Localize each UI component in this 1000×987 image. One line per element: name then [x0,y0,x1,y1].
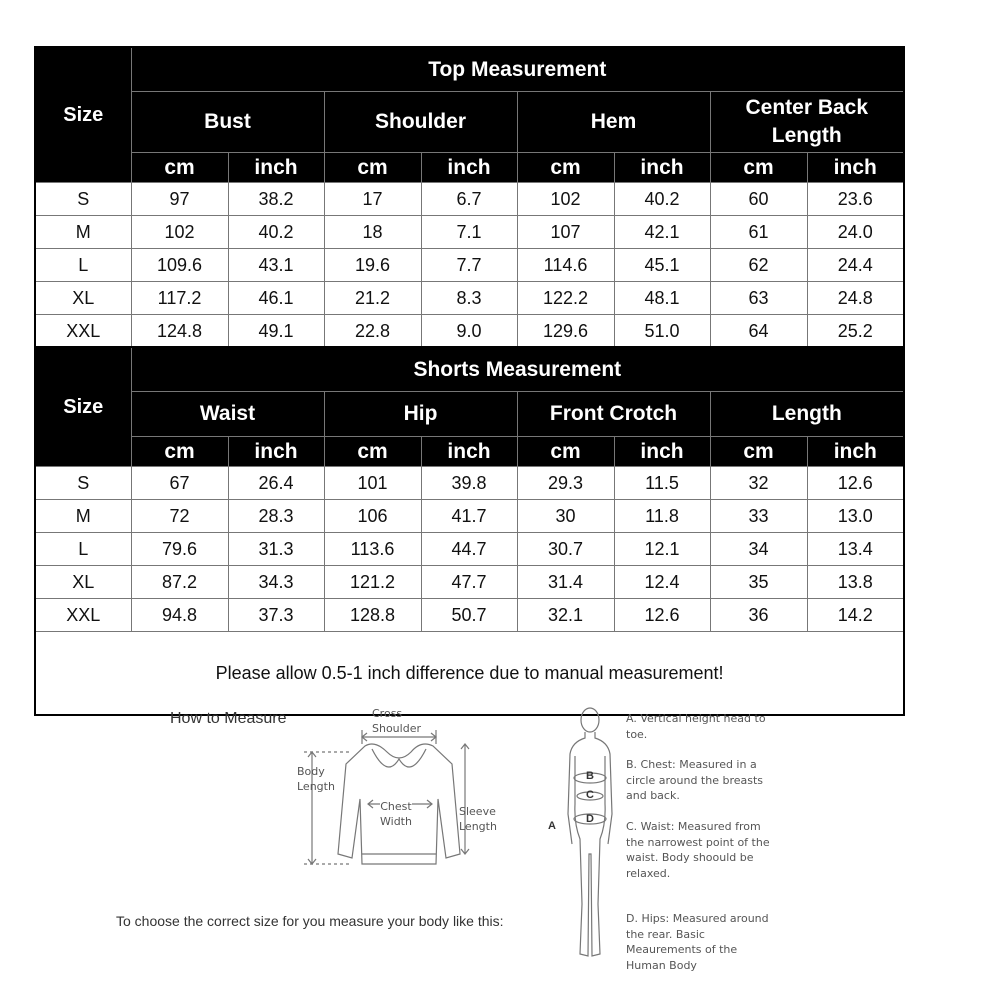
value-cell: 102 [131,216,228,249]
value-cell: 46.1 [228,282,324,315]
table-row [35,315,904,349]
value-cell: 35 [710,566,807,599]
shorts-unit-header: cm [131,437,228,467]
value-cell: 12.1 [614,533,710,566]
top-unit-header: inch [421,153,517,183]
value-cell: 38.2 [228,183,324,216]
value-cell: 39.8 [421,467,517,500]
legend-item-d: D. Hips: Measured around the rear. Basic Meaurements of the Human Body [626,912,769,972]
top-size-header: Size [35,47,131,183]
shorts-unit-header: inch [421,437,517,467]
top-unit-header: inch [614,153,710,183]
value-cell: 79.6 [131,533,228,566]
shorts-table-title: Shorts Measurement [131,347,904,392]
value-cell: 48.1 [614,282,710,315]
value-cell: 32.1 [517,599,614,632]
table-row [35,249,904,282]
value-cell: 32 [710,467,807,500]
table-row [35,216,904,249]
value-cell: 34.3 [228,566,324,599]
value-cell: 43.1 [228,249,324,282]
value-cell: 97 [131,183,228,216]
body-length-label: Body Length [297,765,335,793]
value-cell: 8.3 [421,282,517,315]
size-cell: L [35,249,131,282]
value-cell: 67 [131,467,228,500]
shorts-measurement-table [34,346,905,716]
value-cell: 24.0 [807,216,904,249]
table-row [35,467,904,500]
value-cell: 50.7 [421,599,517,632]
value-cell: 122.2 [517,282,614,315]
value-cell: 30.7 [517,533,614,566]
size-cell: M [35,216,131,249]
table-row [35,500,904,533]
table-row [35,183,904,216]
value-cell: 106 [324,500,421,533]
body-figure-icon [560,704,620,974]
value-cell: 128.8 [324,599,421,632]
value-cell: 45.1 [614,249,710,282]
value-cell: 24.4 [807,249,904,282]
value-cell: 13.0 [807,500,904,533]
table-row [35,533,904,566]
value-cell: 72 [131,500,228,533]
table-row [35,282,904,315]
size-cell: L [35,533,131,566]
value-cell: 87.2 [131,566,228,599]
value-cell: 44.7 [421,533,517,566]
cross-shoulder-label: Cross Shoulder [372,707,421,735]
top-unit-header: cm [324,153,421,183]
body-letter-a: A [548,820,556,832]
top-unit-header: cm [131,153,228,183]
choose-size-instruction: To choose the correct size for you measure your body like this: [116,913,504,929]
value-cell: 124.8 [131,315,228,349]
value-cell: 24.8 [807,282,904,315]
value-cell: 29.3 [517,467,614,500]
value-cell: 7.1 [421,216,517,249]
value-cell: 113.6 [324,533,421,566]
value-cell: 49.1 [228,315,324,349]
measurement-note: Please allow 0.5-1 inch difference due to manual measurement! [35,632,904,716]
top-group-shoulder: Shoulder [324,92,517,153]
size-cell: XL [35,566,131,599]
value-cell: 61 [710,216,807,249]
value-cell: 114.6 [517,249,614,282]
size-cell: XXL [35,599,131,632]
shorts-unit-header: cm [710,437,807,467]
value-cell: 12.6 [614,599,710,632]
value-cell: 22.8 [324,315,421,349]
legend-item-b: B. Chest: Measured in a circle around the breasts and back. [626,758,764,802]
value-cell: 129.6 [517,315,614,349]
value-cell: 31.3 [228,533,324,566]
chest-width-label: Chest Width [380,800,412,828]
shorts-group-front-crotch: Front Crotch [517,392,710,437]
value-cell: 31.4 [517,566,614,599]
table-row [35,566,904,599]
table-row [35,599,904,632]
size-cell: M [35,500,131,533]
value-cell: 7.7 [421,249,517,282]
value-cell: 62 [710,249,807,282]
shorts-unit-header: cm [324,437,421,467]
top-group-center-back-length: Center Back Length [710,92,904,153]
value-cell: 121.2 [324,566,421,599]
body-letter-c: C [586,789,594,801]
top-unit-header: inch [228,153,324,183]
value-cell: 11.5 [614,467,710,500]
top-group-hem: Hem [517,92,710,153]
shorts-unit-header: inch [228,437,324,467]
top-table-title: Top Measurement [131,47,904,92]
value-cell: 9.0 [421,315,517,349]
value-cell: 36 [710,599,807,632]
value-cell: 63 [710,282,807,315]
value-cell: 12.6 [807,467,904,500]
value-cell: 60 [710,183,807,216]
value-cell: 41.7 [421,500,517,533]
size-cell: S [35,183,131,216]
legend-item-c: C. Waist: Measured from the narrowest point of the waist. Body shoould be relaxed. [626,820,770,880]
value-cell: 40.2 [228,216,324,249]
value-cell: 6.7 [421,183,517,216]
value-cell: 51.0 [614,315,710,349]
top-unit-header: cm [710,153,807,183]
value-cell: 64 [710,315,807,349]
shorts-group-hip: Hip [324,392,517,437]
value-cell: 25.2 [807,315,904,349]
value-cell: 47.7 [421,566,517,599]
legend-item-a: A. Vertical height head to toe. [626,712,766,741]
top-unit-header: inch [807,153,904,183]
value-cell: 117.2 [131,282,228,315]
top-measurement-table [34,46,905,349]
value-cell: 109.6 [131,249,228,282]
value-cell: 94.8 [131,599,228,632]
size-cell: S [35,467,131,500]
value-cell: 101 [324,467,421,500]
value-cell: 37.3 [228,599,324,632]
value-cell: 11.8 [614,500,710,533]
value-cell: 26.4 [228,467,324,500]
top-unit-header: cm [517,153,614,183]
shorts-size-header: Size [35,347,131,467]
value-cell: 102 [517,183,614,216]
value-cell: 107 [517,216,614,249]
value-cell: 12.4 [614,566,710,599]
shorts-unit-header: inch [614,437,710,467]
value-cell: 30 [517,500,614,533]
body-letter-b: B [586,770,594,782]
sleeve-length-label: Sleeve Length [459,805,497,833]
value-cell: 14.2 [807,599,904,632]
value-cell: 34 [710,533,807,566]
size-cell: XXL [35,315,131,349]
value-cell: 21.2 [324,282,421,315]
value-cell: 23.6 [807,183,904,216]
top-group-bust: Bust [131,92,324,153]
shorts-group-waist: Waist [131,392,324,437]
shorts-group-length: Length [710,392,904,437]
value-cell: 18 [324,216,421,249]
how-to-measure-label: How to Measure [170,710,287,727]
shorts-unit-header: cm [517,437,614,467]
value-cell: 13.8 [807,566,904,599]
value-cell: 17 [324,183,421,216]
size-cell: XL [35,282,131,315]
value-cell: 33 [710,500,807,533]
value-cell: 28.3 [228,500,324,533]
value-cell: 19.6 [324,249,421,282]
shorts-unit-header: inch [807,437,904,467]
value-cell: 40.2 [614,183,710,216]
value-cell: 13.4 [807,533,904,566]
body-letter-d: D [586,813,594,825]
value-cell: 42.1 [614,216,710,249]
